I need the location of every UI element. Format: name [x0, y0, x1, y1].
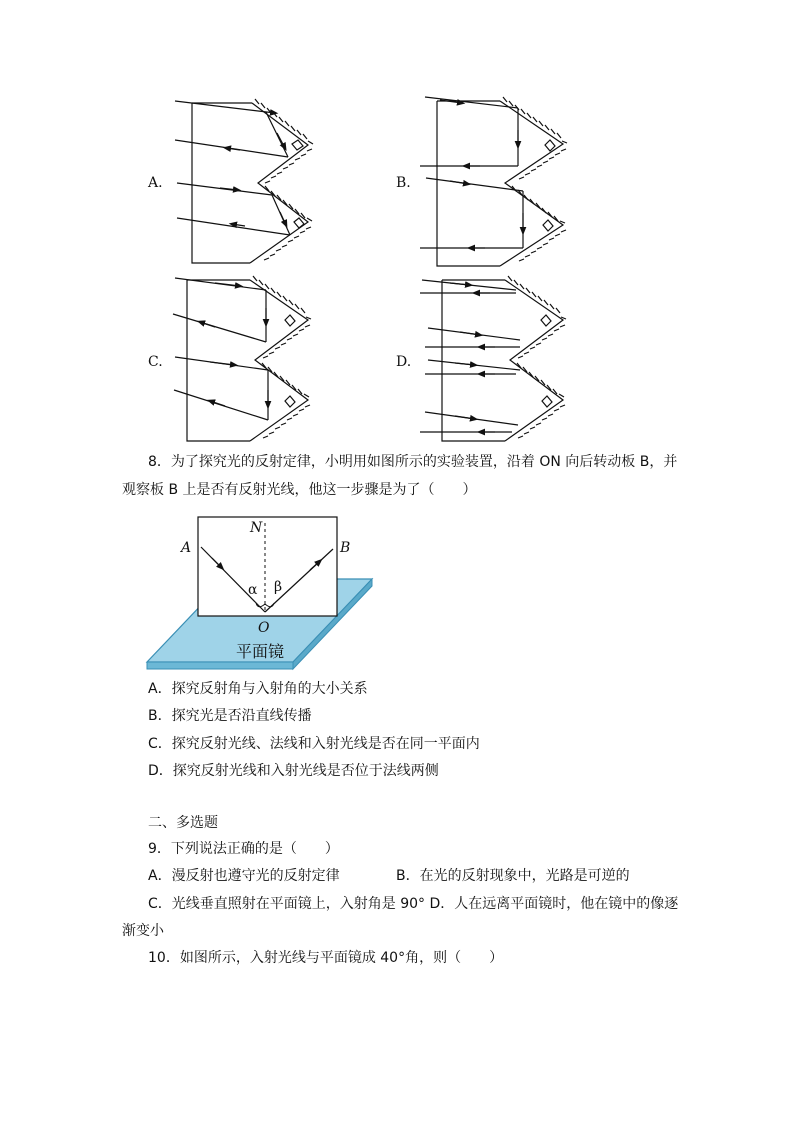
q9-option-a: A．漫反射也遵守光的反射定律: [148, 868, 340, 884]
diagram-b-label: B.: [396, 175, 411, 191]
q8-stem-line2: 观察板 B 上是否有反射光线，他这一步骤是为了（ ）: [122, 482, 477, 498]
board: [198, 517, 337, 616]
label-a: A: [181, 540, 192, 556]
section-title: 二、多选题: [148, 815, 218, 831]
q8-option-b: B．探究光是否沿直线传播: [148, 708, 312, 724]
q8-stem-line1: 8．为了探究光的反射定律，小明用如图所示的实验装置，沿着 ON 向后转动板 B，并: [148, 454, 678, 470]
q9-stem: 9．下列说法正确的是（ ）: [148, 841, 339, 857]
q10-stem: 10．如图所示，入射光线与平面镜成 40°角，则（ ）: [148, 950, 504, 966]
label-alpha: α: [248, 582, 258, 598]
diagram-d-label: D.: [396, 354, 412, 370]
diagram-b: [420, 97, 567, 266]
diagram-a-label: A.: [148, 175, 163, 191]
diagram-c: [173, 276, 311, 441]
diagram-a: [175, 99, 313, 263]
label-n: N: [250, 520, 263, 536]
q8-option-d: D．探究反射光线和入射光线是否位于法线两侧: [148, 763, 439, 779]
label-beta: β: [274, 579, 283, 595]
q8-figure: [140, 510, 385, 675]
mirror-label: 平面镜: [236, 642, 285, 661]
label-o: O: [258, 620, 270, 636]
diagram-d: [420, 276, 566, 441]
label-b: B: [340, 540, 351, 556]
diagram-c-label: C.: [148, 354, 163, 370]
q9-wrap: 渐变小: [122, 923, 164, 939]
q9-option-c-d: C．光线垂直照射在平面镜上，入射角是 90° D．人在远离平面镜时，他在镜中的像逐: [148, 896, 679, 912]
q9-option-b: B．在光的反射现象中，光路是可逆的: [396, 868, 630, 884]
q8-option-c: C．探究反射光线、法线和入射光线是否在同一平面内: [148, 736, 480, 752]
q7-diagrams: [0, 0, 794, 450]
q8-option-a: A．探究反射角与入射角的大小关系: [148, 681, 368, 697]
